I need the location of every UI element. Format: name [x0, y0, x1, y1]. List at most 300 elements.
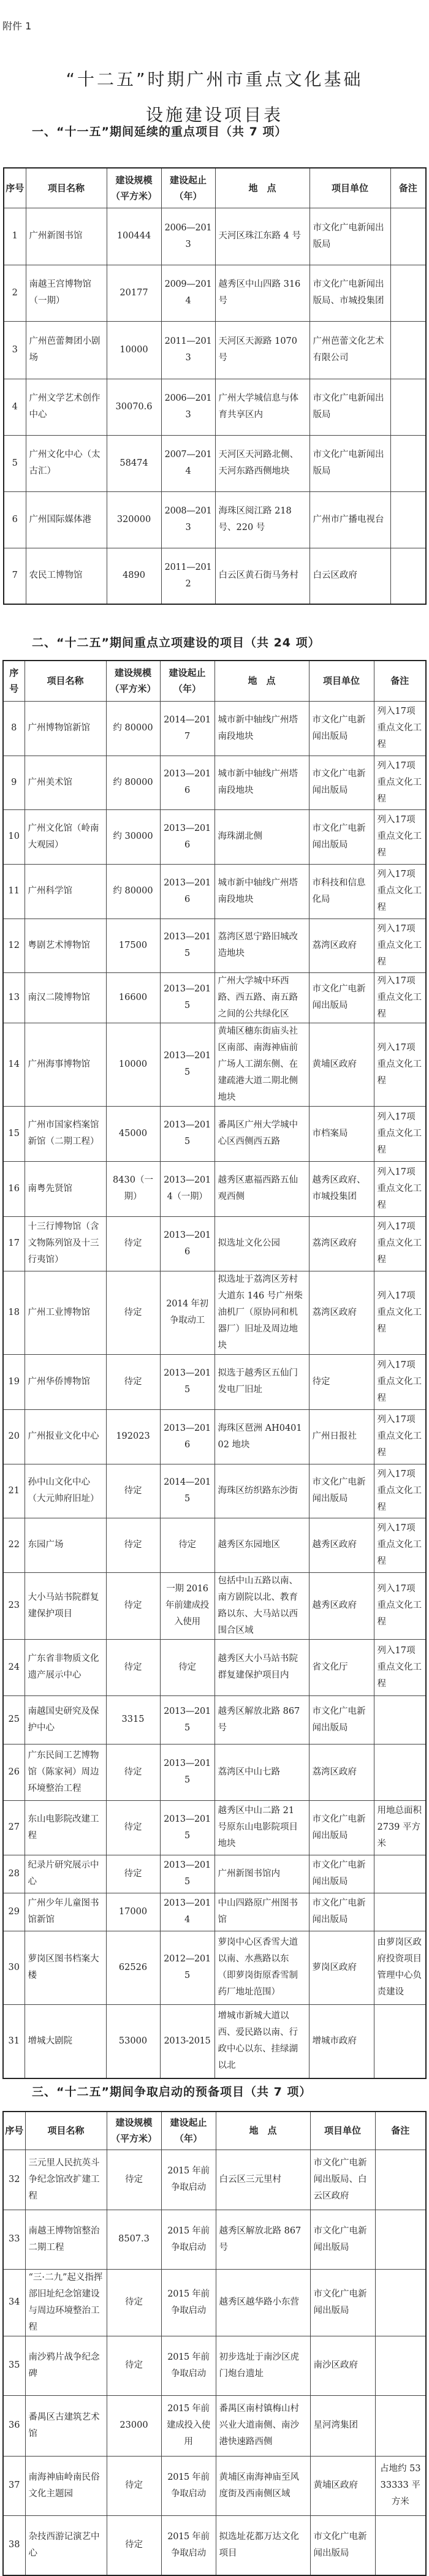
- cell-location: 中山四路原广州图书馆: [214, 1893, 309, 1931]
- cell-scale: 320000: [107, 491, 161, 548]
- column-header-note: 备注: [375, 2112, 426, 2150]
- cell-name: 广东省非物质文化遗产展示中心: [25, 1639, 106, 1695]
- cell-note: 列入17项重点文化工程: [374, 1271, 426, 1354]
- cell-name: 南沙鸦片战争纪念碑: [25, 2336, 107, 2395]
- cell-note: 列入17项重点文化工程: [374, 701, 426, 756]
- cell-name: 增城大剧院: [25, 2004, 106, 2078]
- cell-name: 南汉二陵博物馆: [25, 972, 106, 1023]
- cell-unit: 荔湾区政府: [309, 1744, 374, 1800]
- cell-note: 列入17项重点文化工程: [374, 1464, 426, 1518]
- column-header-location: 地 点: [214, 661, 309, 701]
- cell-no: 25: [3, 1695, 25, 1744]
- column-header-no: 序号: [3, 661, 25, 701]
- cell-period: 2013—2016: [160, 1216, 214, 1271]
- cell-period: 2013—2015: [160, 1354, 214, 1409]
- cell-no: 36: [3, 2395, 25, 2456]
- cell-no: 2: [4, 265, 26, 321]
- cell-name: 东园广场: [25, 1518, 106, 1572]
- cell-scale: 待定: [107, 2515, 161, 2575]
- section-1-table: [3, 167, 427, 605]
- table-row: [3, 972, 426, 1023]
- cell-location: 海珠湖北侧: [214, 809, 309, 864]
- cell-name: 杂技西游记演艺中心: [25, 2515, 107, 2575]
- table-row: [3, 2210, 426, 2269]
- column-header-note: 备注: [374, 661, 426, 701]
- cell-note: [375, 2150, 426, 2210]
- cell-name: 农民工博物馆: [26, 548, 107, 604]
- cell-note: 列入17项重点文化工程: [374, 1518, 426, 1572]
- cell-note: [375, 2269, 426, 2336]
- cell-location: 初步选址于南沙区虎门炮台遗址: [216, 2336, 310, 2395]
- cell-location: 越秀区中山四路 316 号: [215, 265, 309, 321]
- cell-note: [374, 1855, 426, 1893]
- cell-unit: 越秀区政府、市城投集团: [309, 1161, 374, 1216]
- table-row: [3, 1216, 426, 1271]
- table-row: [3, 864, 426, 919]
- cell-location: 城市新中轴线广州塔南段地块: [214, 701, 309, 756]
- table-row: [3, 1572, 426, 1639]
- cell-unit: 市文化广电新闻出版局: [309, 435, 390, 491]
- table-row: [3, 1161, 426, 1216]
- cell-scale: 待定: [107, 2150, 161, 2210]
- cell-unit: 市文化广电新闻出版局: [309, 1855, 374, 1893]
- cell-period: 2013—2015: [160, 919, 214, 972]
- cell-name: 广州美术馆: [25, 756, 106, 809]
- cell-period: 2012—2015: [160, 1931, 214, 2004]
- cell-no: 12: [3, 919, 25, 972]
- cell-period: 2014—2015: [160, 1464, 214, 1518]
- cell-unit: 市文化广电新闻出版局: [309, 1464, 374, 1518]
- cell-name: 广州报业文化中心: [25, 1409, 106, 1464]
- section-2-title: 二、“十二五”期间重点立项建设的项目（共 24 项）: [32, 636, 321, 650]
- cell-scale: 待定: [107, 2336, 161, 2395]
- column-header-period: 建设起止（年）: [161, 2112, 216, 2150]
- cell-period: 2015 年前争取启动: [161, 2336, 216, 2395]
- cell-no: 22: [3, 1518, 25, 1572]
- cell-unit: 黄埔区政府: [310, 2456, 375, 2515]
- cell-no: 34: [3, 2269, 25, 2336]
- cell-unit: 市文化广电新闻出版局: [309, 1893, 374, 1931]
- cell-period: 一期 2016 年前建成投入使用: [160, 1572, 214, 1639]
- cell-period: 待定: [160, 1639, 214, 1695]
- column-header-location: 地 点: [216, 2112, 310, 2150]
- cell-note: [374, 1744, 426, 1800]
- table-row: [4, 379, 426, 435]
- cell-unit: 荔湾区政府: [309, 1216, 374, 1271]
- cell-location: 城市新中轴线广州塔南段地块: [214, 864, 309, 919]
- cell-location: 广州新图书馆内: [214, 1855, 309, 1893]
- cell-scale: 4890: [107, 548, 161, 604]
- cell-period: 2013—2016: [160, 864, 214, 919]
- cell-no: 16: [3, 1161, 25, 1216]
- cell-scale: 8507.3: [107, 2210, 161, 2269]
- cell-scale: 16600: [106, 972, 160, 1023]
- cell-unit: 萝岗区政府: [309, 1931, 374, 2004]
- table-row: [3, 1409, 426, 1464]
- cell-name: 广州国际媒体港: [26, 491, 107, 548]
- column-header-name: 项目名称: [25, 661, 106, 701]
- cell-unit: 市文化广电新闻出版局、市城投集团: [309, 265, 390, 321]
- cell-unit: 白云区政府: [309, 548, 390, 604]
- cell-scale: 20177: [107, 265, 161, 321]
- cell-name: 番禺区古建筑艺术馆: [25, 2395, 107, 2456]
- attachment-label: 附件 1: [2, 20, 32, 32]
- column-header-scale: 建设规模（平方米）: [106, 661, 160, 701]
- cell-scale: 待定: [106, 1744, 160, 1800]
- column-header-scale: 建设规模（平方米）: [107, 168, 161, 208]
- cell-period: 2013—2015: [160, 1744, 214, 1800]
- cell-location: 越秀区惠福西路五仙观西侧: [214, 1161, 309, 1216]
- cell-period: 2006—2013: [161, 208, 215, 265]
- cell-name: 广州工业博物馆: [25, 1271, 106, 1354]
- cell-note: 由萝岗区政府投资项目管理中心负责建设: [374, 1931, 426, 2004]
- table-row: [4, 435, 426, 491]
- cell-note: [390, 548, 426, 604]
- cell-period: 待定: [160, 1518, 214, 1572]
- cell-name: 广州文化中心（太古汇）: [26, 435, 107, 491]
- cell-no: 20: [3, 1409, 25, 1464]
- cell-scale: 约 80000: [106, 756, 160, 809]
- cell-note: 列入17项重点文化工程: [374, 1639, 426, 1695]
- table-row: [3, 1855, 426, 1893]
- cell-name: 三元里人民抗英斗争纪念馆改扩建工程: [25, 2150, 107, 2210]
- table-row: [3, 2515, 426, 2575]
- cell-location: 越秀区中山二路 21 号原东山电影院项目地块: [214, 1800, 309, 1855]
- cell-scale: 17000: [106, 1893, 160, 1931]
- cell-no: 11: [3, 864, 25, 919]
- cell-unit: 市文化广电新闻出版局: [310, 2515, 375, 2575]
- cell-location: 增城市新城大道以西、爱民路以南、行政中心以东、挂绿湖以北: [214, 2004, 309, 2078]
- cell-location: 黄埔区南海神庙至风度街及西南侧区域: [216, 2456, 310, 2515]
- cell-unit: 荔湾区政府: [309, 1271, 374, 1354]
- cell-scale: 待定: [106, 1855, 160, 1893]
- cell-no: 4: [4, 379, 26, 435]
- section-1-title: 一、“十一五”期间延续的重点项目（共 7 项）: [32, 125, 287, 138]
- cell-location: 广州大学城中环西路、西五路、南五路之间的公共绿化区: [214, 972, 309, 1023]
- table-row: [3, 1354, 426, 1409]
- cell-scale: 10000: [106, 1023, 160, 1106]
- table-row: [3, 2269, 426, 2336]
- table-row: [3, 1695, 426, 1744]
- cell-name: 广州华侨博物馆: [25, 1354, 106, 1409]
- cell-name: 南越王宫博物馆（一期）: [26, 265, 107, 321]
- cell-scale: 3315: [106, 1695, 160, 1744]
- cell-no: 23: [3, 1572, 25, 1639]
- section-2-table: [2, 660, 427, 2079]
- column-header-name: 项目名称: [25, 2112, 107, 2150]
- cell-period: 2013—2014（一期）: [160, 1161, 214, 1216]
- column-header-location: 地 点: [215, 168, 309, 208]
- cell-no: 30: [3, 1931, 25, 2004]
- column-header-note: 备注: [390, 168, 426, 208]
- cell-scale: 待定: [107, 2269, 161, 2336]
- table-row: [3, 756, 426, 809]
- cell-no: 31: [3, 2004, 25, 2078]
- column-header-period: 建设起止（年）: [160, 661, 214, 701]
- cell-note: [390, 491, 426, 548]
- header-row: [4, 168, 426, 208]
- cell-name: 广州海事博物馆: [25, 1023, 106, 1106]
- cell-scale: 17500: [106, 919, 160, 972]
- cell-name: 广州文化馆（岭南大观园）: [25, 809, 106, 864]
- table-row: [4, 208, 426, 265]
- table-row: [4, 265, 426, 321]
- cell-note: [375, 2210, 426, 2269]
- cell-period: 2013—2015: [160, 972, 214, 1023]
- cell-unit: 广州市广播电视台: [309, 491, 390, 548]
- cell-scale: 待定: [106, 1271, 160, 1354]
- cell-no: 21: [3, 1464, 25, 1518]
- cell-scale: 待定: [106, 1572, 160, 1639]
- column-header-unit: 项目单位: [310, 2112, 375, 2150]
- cell-scale: 30070.6: [107, 379, 161, 435]
- cell-location: 荔湾区中山七路: [214, 1744, 309, 1800]
- cell-unit: 市文化广电新闻出版局: [309, 756, 374, 809]
- cell-location: 拟选址于荔湾区芳村大道东 146 号广州柴油机厂（原协同和机器厂）旧址及周边地块: [214, 1271, 309, 1354]
- cell-location: 黄埔区穗东街庙头社区南部、南海神庙前广场人工湖东侧、在建疏港大道二期北侧地块: [214, 1023, 309, 1106]
- cell-name: 广州芭蕾舞团小剧场: [26, 321, 107, 379]
- cell-period: 2013-2015: [160, 2004, 214, 2078]
- cell-location: 天河区天河路北侧、天河东路西侧地块: [215, 435, 309, 491]
- cell-location: 海珠区阅江路 218 号、220 号: [215, 491, 309, 548]
- cell-name: 广州博物馆新馆: [25, 701, 106, 756]
- cell-unit: 黄埔区政府: [309, 1023, 374, 1106]
- cell-name: 东山电影院改建工程: [25, 1800, 106, 1855]
- cell-name: 粤剧艺术博物馆: [25, 919, 106, 972]
- cell-no: 3: [4, 321, 26, 379]
- cell-note: [374, 1893, 426, 1931]
- cell-location: 包括中山五路以南、南方剧院以北、教育路以东、大马站以西围合区域: [214, 1572, 309, 1639]
- cell-period: 2015 年前争取启动: [161, 2150, 216, 2210]
- cell-no: 18: [3, 1271, 25, 1354]
- cell-scale: 待定: [106, 1464, 160, 1518]
- table-row: [3, 1744, 426, 1800]
- cell-unit: 省文化厅: [309, 1639, 374, 1695]
- cell-scale: 待定: [107, 2456, 161, 2515]
- cell-location: 番禺区广州大学城中心区西侧西五路: [214, 1106, 309, 1161]
- cell-unit: 越秀区政府: [309, 1572, 374, 1639]
- cell-note: 列入17项重点文化工程: [374, 1354, 426, 1409]
- cell-location: 天河区天源路 1070 号: [215, 321, 309, 379]
- cell-unit: 市文化广电新闻出版局: [309, 1800, 374, 1855]
- cell-period: 2011—2013: [161, 321, 215, 379]
- cell-period: 2013—2016: [160, 756, 214, 809]
- cell-period: 2009—2014: [161, 265, 215, 321]
- header-row: [3, 2112, 426, 2150]
- section-3-table: [2, 2111, 427, 2576]
- cell-note: [374, 1695, 426, 1744]
- cell-name: 广州文学艺术创作中心: [26, 379, 107, 435]
- cell-scale: 58474: [107, 435, 161, 491]
- column-header-scale: 建设规模（平方米）: [107, 2112, 161, 2150]
- cell-unit: 星河湾集团: [310, 2395, 375, 2456]
- cell-note: [375, 2395, 426, 2456]
- document-title-line-1: “十二五”时期广州市重点文化基础: [66, 69, 363, 89]
- cell-period: 2013—2015: [160, 1695, 214, 1744]
- table-row: [3, 701, 426, 756]
- cell-scale: 192023: [106, 1409, 160, 1464]
- table-row: [4, 548, 426, 604]
- cell-period: 2015 年前争取启动: [161, 2210, 216, 2269]
- cell-scale: 待定: [106, 1800, 160, 1855]
- cell-no: 26: [3, 1744, 25, 1800]
- cell-unit: 广州芭蕾文化艺术有限公司: [309, 321, 390, 379]
- cell-period: 2015 年前争取启动: [161, 2269, 216, 2336]
- cell-name: 南越王博物馆整治二期工程: [25, 2210, 107, 2269]
- table-row: [3, 1893, 426, 1931]
- cell-note: 列入17项重点文化工程: [374, 1216, 426, 1271]
- cell-no: 15: [3, 1106, 25, 1161]
- cell-unit: 市档案局: [309, 1106, 374, 1161]
- cell-note: [374, 2004, 426, 2078]
- cell-no: 8: [3, 701, 25, 756]
- cell-note: [390, 321, 426, 379]
- cell-scale: 23000: [107, 2395, 161, 2456]
- cell-note: [390, 265, 426, 321]
- cell-name: “三·二九”起义指挥部旧址纪念馆建设与周边环境整治工程: [25, 2269, 107, 2336]
- cell-period: 2013—2016: [160, 809, 214, 864]
- column-header-period: 建设起止（年）: [161, 168, 215, 208]
- cell-scale: 待定: [106, 1518, 160, 1572]
- cell-unit: 市文化广电新闻出版局: [310, 2210, 375, 2269]
- cell-no: 37: [3, 2456, 25, 2515]
- cell-unit: 市文化广电新闻出版局: [309, 809, 374, 864]
- cell-unit: 市文化广电新闻出版局: [309, 379, 390, 435]
- column-header-name: 项目名称: [26, 168, 107, 208]
- column-header-unit: 项目单位: [309, 168, 390, 208]
- cell-no: 33: [3, 2210, 25, 2269]
- cell-no: 38: [3, 2515, 25, 2575]
- cell-note: 列入17项重点文化工程: [374, 864, 426, 919]
- cell-scale: 待定: [106, 1354, 160, 1409]
- cell-period: 2015 年前建成投入使用: [161, 2395, 216, 2456]
- cell-scale: 53000: [106, 2004, 160, 2078]
- document-title-line-2: 设施建设项目表: [145, 105, 283, 125]
- table-row: [4, 321, 426, 379]
- cell-note: [390, 379, 426, 435]
- cell-note: 用地总面积 2739 平方米: [374, 1800, 426, 1855]
- cell-no: 29: [3, 1893, 25, 1931]
- cell-location: 海珠区琶洲 AH040102 地块: [214, 1409, 309, 1464]
- cell-location: 越秀区大小马站书院群复建保护项目内: [214, 1639, 309, 1695]
- cell-unit: 待定: [309, 1354, 374, 1409]
- table-row: [3, 2004, 426, 2078]
- column-header-unit: 项目单位: [309, 661, 374, 701]
- cell-name: 广州市国家档案馆新馆（二期工程）: [25, 1106, 106, 1161]
- cell-scale: 待定: [106, 1216, 160, 1271]
- cell-unit: 市文化广电新闻出版局: [309, 701, 374, 756]
- cell-location: 白云区黄石街马务村: [215, 548, 309, 604]
- cell-name: 纪录片研究展示中心: [25, 1855, 106, 1893]
- cell-name: 广东民间工艺博物馆（陈家祠）周边环境整治工程: [25, 1744, 106, 1800]
- cell-scale: 62526: [106, 1931, 160, 2004]
- cell-note: [390, 435, 426, 491]
- cell-no: 32: [3, 2150, 25, 2210]
- cell-name: 广州科学馆: [25, 864, 106, 919]
- cell-note: 列入17项重点文化工程: [374, 972, 426, 1023]
- cell-period: 2007—2014: [161, 435, 215, 491]
- cell-no: 7: [4, 548, 26, 604]
- cell-no: 27: [3, 1800, 25, 1855]
- cell-period: 2015 年前争取启动: [161, 2456, 216, 2515]
- cell-note: [375, 2515, 426, 2575]
- table-row: [4, 491, 426, 548]
- cell-no: 6: [4, 491, 26, 548]
- cell-location: 天河区珠江东路 4 号: [215, 208, 309, 265]
- cell-scale: 待定: [106, 1639, 160, 1695]
- cell-no: 17: [3, 1216, 25, 1271]
- cell-unit: 市科技和信息化局: [309, 864, 374, 919]
- cell-location: 越秀区东园地区: [214, 1518, 309, 1572]
- cell-name: 孙中山文化中心（大元帅府旧址）: [25, 1464, 106, 1518]
- cell-note: 列入17项重点文化工程: [374, 809, 426, 864]
- table-row: [3, 919, 426, 972]
- cell-location: 越秀区越华路小东营: [216, 2269, 310, 2336]
- cell-scale: 8430（一期）: [106, 1161, 160, 1216]
- cell-period: 2015 年前争取启动: [161, 2515, 216, 2575]
- cell-scale: 约 80000: [106, 864, 160, 919]
- cell-location: 拟选址花都万达文化项目: [216, 2515, 310, 2575]
- cell-scale: 10000: [107, 321, 161, 379]
- cell-name: 南粤先贤馆: [25, 1161, 106, 1216]
- cell-note: 列入17项重点文化工程: [374, 1409, 426, 1464]
- cell-no: 9: [3, 756, 25, 809]
- cell-note: 占地约 5333333 平方米: [375, 2456, 426, 2515]
- cell-no: 10: [3, 809, 25, 864]
- cell-period: 2013—2015: [160, 1800, 214, 1855]
- cell-location: 拟选于越秀区五仙门发电厂旧址: [214, 1354, 309, 1409]
- cell-note: 列入17项重点文化工程: [374, 1572, 426, 1639]
- cell-name: 十三行博物馆（含文物陈列馆及十三行夷馆）: [25, 1216, 106, 1271]
- cell-no: 35: [3, 2336, 25, 2395]
- cell-scale: 100444: [107, 208, 161, 265]
- table-row: [3, 1518, 426, 1572]
- cell-note: 列入17项重点文化工程: [374, 1023, 426, 1106]
- cell-location: 越秀区解放北路 867 号: [214, 1695, 309, 1744]
- cell-location: 城市新中轴线广州塔南段地块: [214, 756, 309, 809]
- cell-location: 海珠区纺织路东沙街: [214, 1464, 309, 1518]
- cell-period: 2014—2017: [160, 701, 214, 756]
- cell-unit: 增城市政府: [309, 2004, 374, 2078]
- cell-location: 萝岗中心区香雪大道以南、水燕路以东（即萝岗街原香雪制药厂地址范围）: [214, 1931, 309, 2004]
- cell-location: 越秀区解放北路 867 号: [216, 2210, 310, 2269]
- cell-unit: 市文化广电新闻出版局: [309, 1695, 374, 1744]
- cell-period: 2013—2014: [160, 1893, 214, 1931]
- cell-location: 番禺区南村镇梅山村兴业大道南侧、南沙港快速路西侧: [216, 2395, 310, 2456]
- table-row: [3, 2395, 426, 2456]
- cell-location: 白云区三元里村: [216, 2150, 310, 2210]
- table-row: [3, 809, 426, 864]
- cell-period: 2011—2012: [161, 548, 215, 604]
- column-header-no: 序号: [4, 168, 26, 208]
- table-row: [3, 1931, 426, 2004]
- cell-note: [375, 2336, 426, 2395]
- cell-no: 1: [4, 208, 26, 265]
- cell-no: 28: [3, 1855, 25, 1893]
- cell-name: 大小马站书院群复建保护项目: [25, 1572, 106, 1639]
- cell-period: 2013—2015: [160, 1855, 214, 1893]
- table-row: [3, 1800, 426, 1855]
- cell-note: 列入17项重点文化工程: [374, 1161, 426, 1216]
- cell-name: 萝岗区图书档案大楼: [25, 1931, 106, 2004]
- table-row: [3, 2150, 426, 2210]
- cell-scale: 约 80000: [106, 701, 160, 756]
- header-row: [3, 661, 426, 701]
- cell-no: 19: [3, 1354, 25, 1409]
- cell-period: 2013—2016: [160, 1409, 214, 1464]
- cell-name: 南越国史研究及保护中心: [25, 1695, 106, 1744]
- cell-unit: 广州日报社: [309, 1409, 374, 1464]
